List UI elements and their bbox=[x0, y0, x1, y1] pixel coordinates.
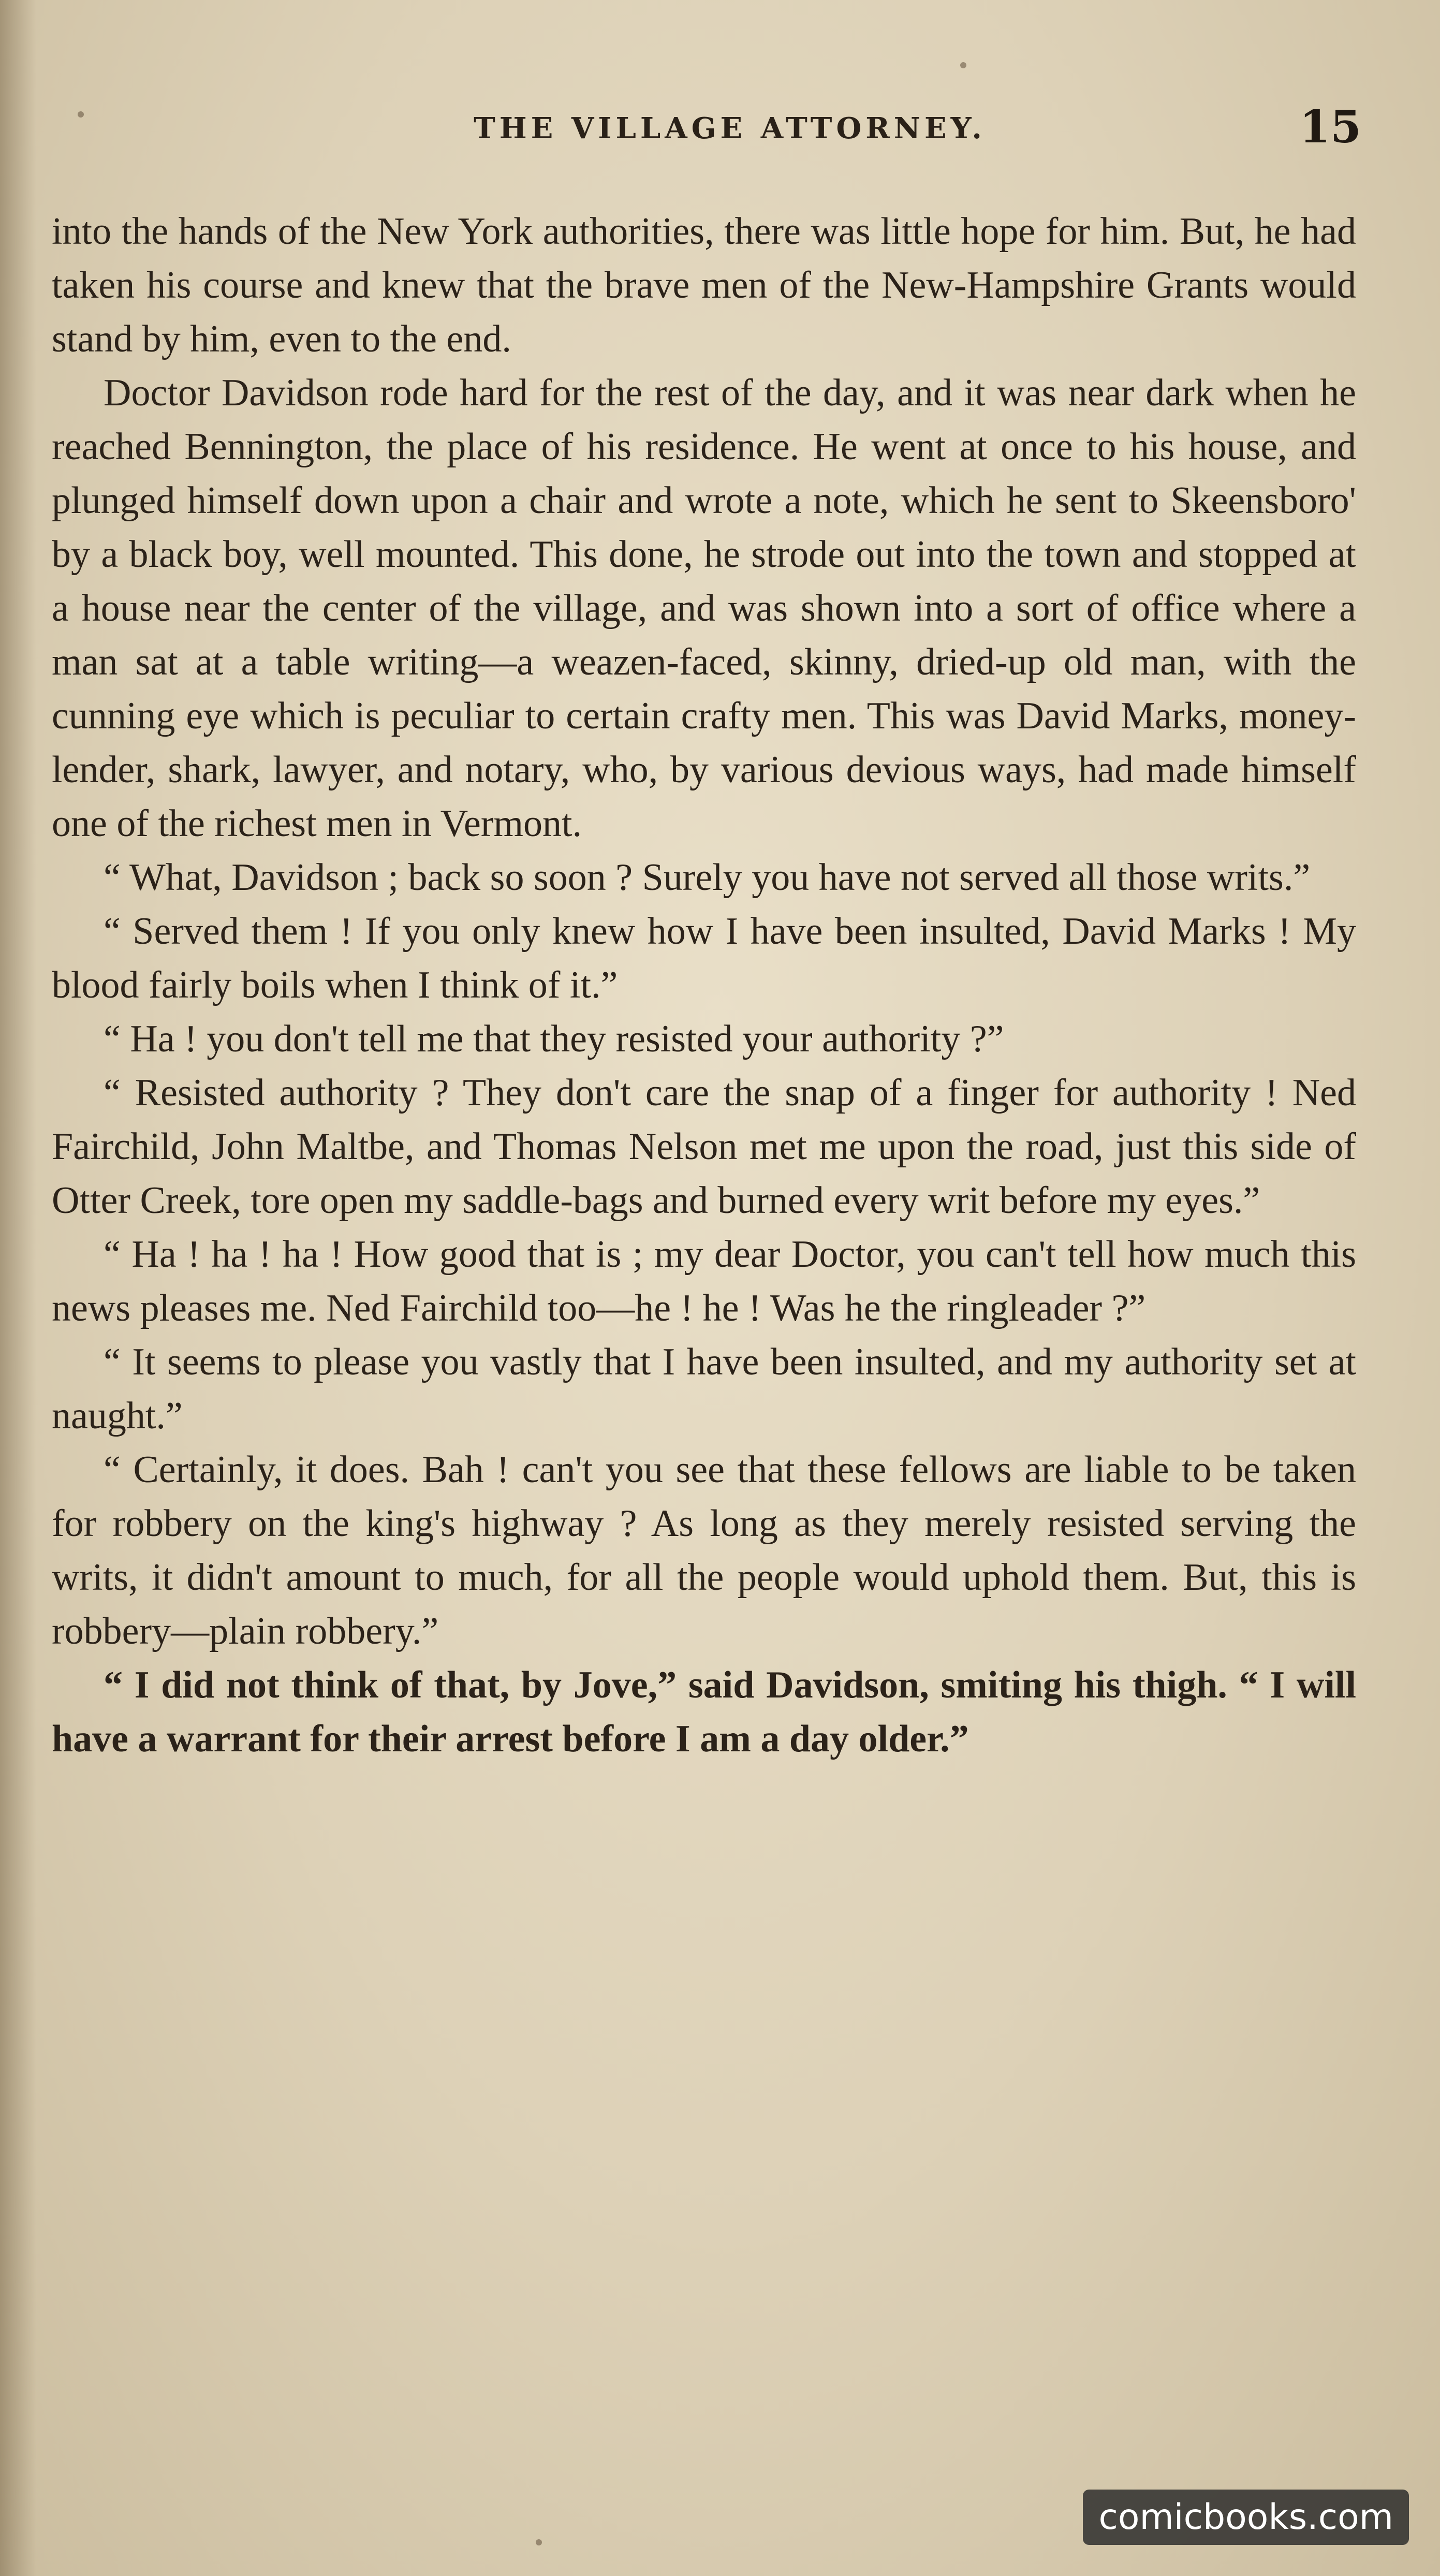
paragraph-6: “ Resisted authority ? They don't care the snap of a finger for authority ! Ned Fairchild, John Maltbe, and Thomas Nelson met me upon the road, just this side of Otter Creek, tore open my saddle-bags and burned every writ before my eyes.” bbox=[52, 1072, 1356, 1222]
page-number: 15 bbox=[1299, 101, 1361, 153]
paragraph-3: “ What, Davidson ; back so soon ? Surely you have not served all those writs.” bbox=[104, 856, 1311, 899]
paragraph-1: into the hands of the New York authorities, there was little hope for him. But, he had taken his course and knew that the brave men of the New-Hampshire Grants would stand by him, even to the end. bbox=[52, 210, 1356, 360]
paragraph-7: “ Ha ! ha ! ha ! How good that is ; my dear Doctor, you can't tell how much this news pleases me. Ned Fairchild too—he ! he ! Was he the ringleader ?” bbox=[52, 1233, 1356, 1329]
paragraph-9: “ Certainly, it does. Bah ! can't you see that these fellows are liable to be taken for robbery on the king's highway ? As long as they merely resisted serving the writs, it didn't amount to much, for all the people would uphold them. But, this is robbery—plain robbery.” bbox=[52, 1448, 1356, 1652]
ink-speck bbox=[78, 111, 84, 118]
body-text bbox=[52, 204, 1356, 1766]
paragraph-5: “ Ha ! you don't tell me that they resisted your authority ?” bbox=[104, 1018, 1004, 1060]
ink-speck bbox=[536, 2539, 542, 2545]
watermark: comicbooks.com bbox=[1083, 2490, 1409, 2545]
running-head: THE VILLAGE ATTORNEY. bbox=[474, 111, 986, 145]
page-header bbox=[98, 101, 1361, 168]
paragraph-8: “ It seems to please you vastly that I have been insulted, and my authority set at naught.” bbox=[52, 1341, 1356, 1437]
spine-shadow bbox=[0, 0, 36, 2576]
paragraph-10: “ I did not think of that, by Jove,” said Davidson, smiting his thigh. “ I will have a warrant for their arrest before I am a day older.” bbox=[52, 1664, 1356, 1760]
paragraph-4: “ Served them ! If you only knew how I have been insulted, David Marks ! My blood fairly boils when I think of it.” bbox=[52, 910, 1356, 1006]
paragraph-2: Doctor Davidson rode hard for the rest of the day, and it was near dark when he reached Bennington, the place of his residence. He went at once to his house, and plunged himself down upon a chair and wrote a note, which he sent to Skeensboro' by a black boy, well mounted. This done, he strode out into the town and stopped at a house near the center of the village, and was shown into a sort of office where a man sat at a table writing—a weazen-faced, skinny, dried-up old man, with the cunning eye which is peculiar to certain crafty men. This was David Marks, money-lender, shark, lawyer, and notary, who, by various devious ways, had made himself one of the richest men in Vermont. bbox=[52, 372, 1356, 845]
ink-speck bbox=[960, 62, 966, 68]
